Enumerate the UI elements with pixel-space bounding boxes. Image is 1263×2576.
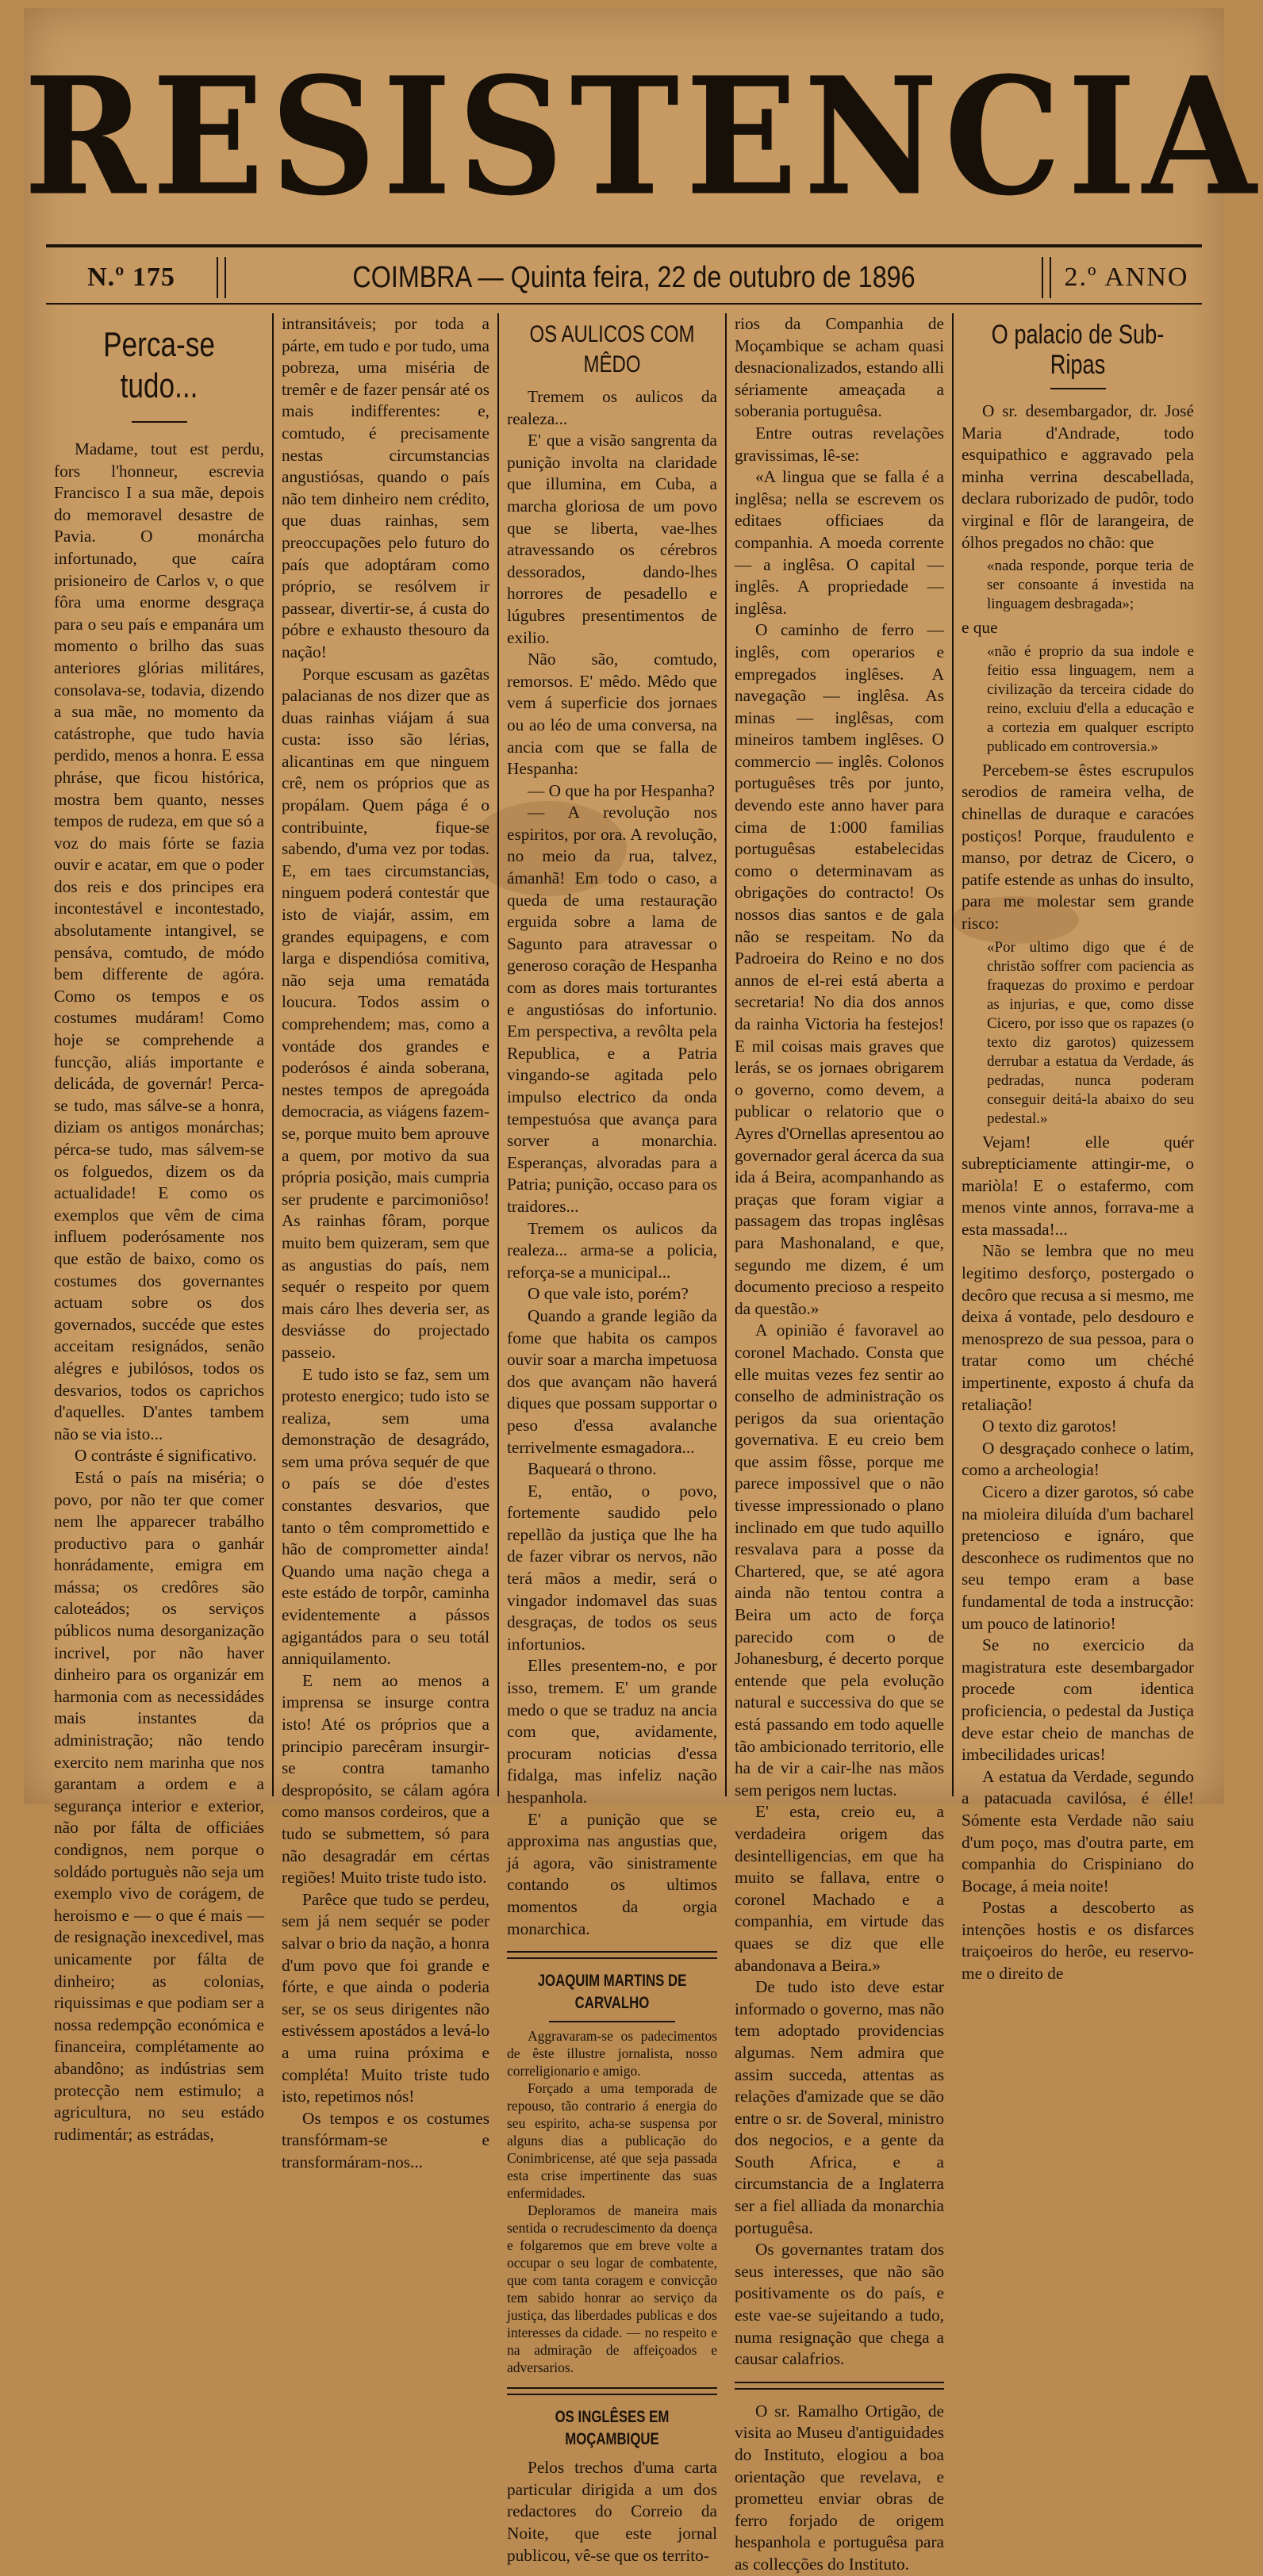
- newspaper-page: [24, 8, 1263, 2574]
- article-paragraph: Postas a descoberto as intenções hostis e os disfarces traiçoeiros do herôe, eu reservo-me o direito de: [962, 1898, 1194, 1984]
- article-paragraph: Tremem os aulicos da realeza... arma-se a policia, reforça-se a municipal...: [507, 1218, 717, 1282]
- article-paragraph: Os governantes tratam dos seus interesses, que não são positivamente os do país, e este vae-se sujeitando a tudo, numa resignação que chega a causar calafrios.: [735, 2240, 944, 2369]
- info-divider: [217, 257, 226, 298]
- article-paragraph: E tudo isto se faz, sem um protesto energico; tudo isto se realiza, sem uma demonstração de desagrádo, sem uma próva sequér de que o país se dóe d'estes constantes desvarios, que tanto o têm compromettido e hão de comprometter ainda! Quando uma nação chega a este estádo de torpôr, caminha evidentemente a pássos agigantádos para o seu totál anniquilamento.: [282, 1364, 489, 1669]
- article-paragraph: Está o país na miséria; o povo, por não ter que comer nem lhe apparecer trabálho productivo para o ganhár honrádamente, emigra em mássa; os credôres são caloteádos; os serviços públicos numa desorganização incrivel, por não haver dinheiro para os organizár em harmonia com as necessidádes mais instantes da administração; não tendo exercito nem marinha que nos garantam a ordem e a segurança interior e exterior, não por fálta de officiáes condignos, nem porque o soldádo portuguès não seja um exemplo vivo de corágem, de heroismo e — o que é mais — de resignação inexcedivel, mas unicamente por fálta de dinheiro; as colonias, riquissimas e que podiam ser a nossa redempção económica e financeira, complétamente ao abandôno; as indústrias sem protecção nem estimulo; a agricultura, no seu estádo rudimentár; as estrádas,: [54, 1467, 264, 2144]
- article-paragraph: E' a punição que se approxima nas angustias que, já agora, vão sinistramente contando os ultimos momentos da orgia monarchica.: [507, 1809, 717, 1938]
- article-title: OS INGLÊSES EM MOÇAMBIQUE: [555, 2408, 670, 2449]
- article-paragraph: De tudo isto deve estar informado o governo, mas não tem adoptado providencias algumas. Nem admira que assim succeda, attentas as relações d'amizade que se dão entre o sr. de Soveral, ministro dos negocios, e a gente da South Africa, e a circumstancia de a Inglaterra ser a fiel alliada da monarchia portuguêsa.: [735, 1977, 944, 2237]
- article-paragraph: Parêce que tudo se perdeu, sem já nem sequér se poder salvar o brio da nação, a honra d'um povo que foi grande e fórte, e que ainda o poderia ser, se os seus dirigentes não estivéssem apostádos a levá-lo a uma ruina próxima e compléta! Muito triste tudo isto, repetimos nós!: [282, 1889, 489, 2106]
- column-5: [952, 313, 1202, 1984]
- issue-year: 2.º ANNO: [1064, 263, 1189, 292]
- section-rule: [735, 2382, 944, 2390]
- article-paragraph: Percebem-se êstes escrupulos serodios de rameira velha, de chinellas de duraque e caracóes postiços! Porque, fraudulento e manso, por detraz de Cicero, o patife estende as unhas do insulto, para me molestar sem grande risco:: [962, 760, 1194, 933]
- section-rule: [507, 1951, 717, 1959]
- article-paragraph: Entre outras revelações gravissimas, lê-se:: [735, 423, 944, 465]
- article-paragraph: O caminho de ferro — inglês, com operarios e empregados inglêses. A navegação — inglêsa. As minas — inglêsas, com mineiros tambem inglêses. O commercio — inglês. Colonos portuguêses três por junto, devendo este anno haver para cima de 1:000 familias portuguêsas estabelecidas como o determinavam as obrigações do contracto! Os nossos dias santos e de gala não se respeitam. No da Padroeira do Reino e no dos annos de el-rei está aberta a secretaria! No dia dos annos da rainha Victoria ha festejos! E mil coisas mais graves que lerás, se os jornaes obrigarem o governo, como devem, a publicar o relatorio que o Ayres d'Ornellas apresentou ao governador geral ácerca da sua ida á Beira, acompanhando as praças que foram vigiar a passagem das tropas inglêsas para Mashonaland, e que, segundo me dizem, é um documento precioso a respeito da questão.»: [735, 620, 944, 1318]
- article-paragraph: Porque escusam as gazêtas palacianas de nos dizer que as duas rainhas viájam á sua custa: isso são lérias, alicantinas em que ninguem crê, nem os próprios que as propálam. Quem pága é o contribuinte, fique-se sabendo, d'uma vez por todas. E, em taes circumstancias, ninguem poderá contestár que isto de viajár, assim, em grandes equipagens, e com larga e dispendiósa comitiva, não seja uma rematáda loucura. Todos assim o comprehendem; mas, como a vontáde dos grandes e poderósos é ainda soberana, nestes tempos de apregoáda democracia, as viágens fazem-se, porque muito bem aprouve a quem, por motivo da sua própria posição, mais cumpria ser prudente e parcimoniôso! As rainhas fôram, porque muito bem quizeram, sem que as angustias do país, nem sequér o respeito por quem mais cáro lhes deveria ser, as desviásse do projectado passeio.: [282, 664, 489, 1362]
- section-rule: [507, 2387, 717, 2395]
- masthead-rule-top: [46, 244, 1202, 247]
- article-paragraph: Pelos trechos d'uma carta particular dirigida a um dos redactores do Correio da Noite, que este jornal publicou, vê-se que os territo-: [507, 2458, 717, 2565]
- article-paragraph: E' esta, creio eu, a verdadeira origem das desintelligencias, em que ha muito se fallava, entre o coronel Machado e a companhia, em virtude das quaes se diz que elle abandonava a Beira.»: [735, 1802, 944, 1975]
- title-rule: [1050, 388, 1106, 389]
- quote-paragraph: «nada responde, porque teria de ser consoante á investida na linguagem desbragada»;: [987, 558, 1194, 613]
- article-title: OS AULICOS COM MÊDO: [529, 321, 695, 378]
- issue-date: COIMBRA — Quinta feira, 22 de outubro de 1896: [352, 260, 916, 294]
- article-paragraph: Quando a grande legião da fome que habita os campos ouvir soar a marcha impetuosa dos que avançam não haverá diques que possam supportar o peso d'essa avalanche terrivelmente esmagadora...: [507, 1305, 717, 1457]
- article-paragraph: A estatua da Verdade, segundo a patacuada cavilósa, é élle! Sómente esta Verdade não saiu d'um poço, mas d'outra parte, em companhia do Crispiniano do Bocage, á meia noite!: [962, 1766, 1194, 1896]
- article-paragraph: O texto diz garotos!: [982, 1416, 1117, 1436]
- article-paragraph: — O que ha por Hespanha?: [528, 780, 715, 800]
- quote-paragraph: «Por ultimo digo que é de christão soffrer com paciencia as fraquezas do proximo e perdoar as injurias, e que, como disse Cicero, por isso que os rapazes (o texto diz garotos) quizessem derrubar a estatua da Verdade, ás pedradas, nunca poderam conseguir deitá-la abaixo do seu pedestal.»: [987, 938, 1194, 1127]
- article-paragraph: E' que a visão sangrenta da punição involta na claridade que illumina, em Cuba, a marcha gloriosa de um povo que se liberta, vae-lhes atravessando os cérebros dessorados, dando-lhes horrores de pesadello e lúgubres presentimentos de exilio.: [507, 431, 717, 647]
- title-rule: [549, 2021, 675, 2022]
- article-paragraph: Cicero a dizer garotos, só cabe na mioleira diluída d'um bacharel pretencioso e ignáro, que desconhece os rudimentos que no seu tempo eram a base fundamental de toda a instrucção: um pouco de latinorio!: [962, 1482, 1194, 1633]
- article-paragraph: «A lingua que se falla é a inglêsa; nella se escrevem os editaes officiaes da companhia. A moeda corrente — a inglêsa. O capital — inglês. A propriedade — inglêsa.: [735, 467, 944, 618]
- issue-number: N.º 175: [87, 263, 175, 292]
- article-paragraph: E nem ao menos a imprensa se insurge contra isto! Até os próprios que a principio parecêram insurgir-se contra tamanho despropósito, se cálam agóra como mansos cordeiros, que a tudo se submettem, só para não desagradár em cértas regiões! Muito triste tudo isto.: [282, 1670, 489, 1888]
- article-paragraph: A opinião é favoravel ao coronel Machado. Consta que elle muitas vezes fez sentir ao conselho de administração os perigos da sua orientação governativa. E eu creio bem que assim fôsse, porque me parece impossivel que o não tivesse impressionado o plano inclinado em que tudo aquillo resvalava para a posse da Chartered, que, se até agora ainda não tentou contra a Beira um acto de força parecido com o de Johanesburg, é decerto porque entende que pela evolução natural e successiva do que se está passando em todo aquelle tão ambicionado territorio, elle ha de vir a cair-lhe nas mãos sem perigos nem luctas.: [735, 1321, 944, 1800]
- article-paragraph: Vejam! elle quér subrepticiamente attingir-me, o mariòla! E o estafermo, com menos vinte annos, forrava-me a esta massada!...: [962, 1132, 1194, 1239]
- article-paragraph: Forçado a uma temporada de repouso, tão contrario á energia do seu espirito, acha-se suspensa por alguns dias a publicação do Conimbricense, até que seja passada esta crise impertinente das suas enfermidades.: [507, 2080, 717, 2202]
- article-paragraph: Não são, comtudo, remorsos. E' mêdo. Mêdo que vem á superficie dos jornaes ou ao léo de uma conversa, na ancia com que se falla de Hespanha:: [507, 650, 717, 779]
- article-paragraph: Baqueará o throno.: [528, 1459, 657, 1479]
- article-paragraph: — A revolução nos espiritos, por ora. A revolução, no meio da rua, talvez, ámanhã! Em todo o caso, a queda de uma restauração erguida sobre a lama de Sagunto para atravessar o generoso coração de Hespanha com as dores mais torturantes e angustiósas do infortunio. Em perspectiva, a revôlta pela Republica, e a Patria vingando-se agitada pelo impulso electrico da onda tempestuósa que avança para sorver a monarchia. Esperanças, alvoradas para a Patria; punição, occaso para os traidores...: [507, 803, 717, 1216]
- article-title: JOAQUIM MARTINS DE CARVALHO: [537, 1972, 687, 2013]
- column-1: [46, 313, 272, 2144]
- article-paragraph: Os tempos e os costumes transfórmam-se e transformáram-nos...: [282, 2108, 489, 2172]
- article-paragraph: O sr. desembargador, dr. José Maria d'Andrade, todo esquipathico e aggravado pela minha verrina descabellada, declara ruborizado de pudôr, todo virginal e flôr de larangeira, de ólhos pregados no chão: que: [962, 401, 1194, 552]
- article-paragraph: Se no exercicio da magistratura este desembargador procede com identica proficiencia, o pedestal da Justiça deve estar cheio de manchas de imbecilidades uricas!: [962, 1635, 1194, 1765]
- article-title: Perca-se tudo...: [103, 325, 215, 405]
- article-paragraph: Aggravaram-se os padecimentos de êste illustre jornalista, nosso correligionario e amigo.: [507, 2028, 717, 2080]
- column-2: [272, 313, 497, 2172]
- title-rule: [132, 421, 187, 423]
- article-paragraph: Elles presentem-no, e por isso, tremem. E' um grande medo o que se traduz na ancia com que, avidamente, procuram noticias d'essa fidalga, mas infeliz nação hespanhola.: [507, 1656, 717, 1807]
- info-divider: [1042, 257, 1051, 298]
- article-title: O palacio de Sub-Ripas: [991, 320, 1165, 380]
- article-paragraph: rios da Companhia de Moçambique se acham quasi desnacionalizados, estando alli sériamente ameaçada a soberania portuguêsa.: [735, 314, 944, 421]
- issue-info-bar: [46, 254, 1202, 301]
- article-paragraph: e que: [962, 618, 998, 638]
- masthead-rule-bottom: [46, 303, 1202, 305]
- quote-paragraph: «não é proprio da sua indole e feitio essa linguagem, nem a civilização da terceira cidade do reino, excluiu d'ella a educação e a cortezia em qualquer escripto publicado em controversia.»: [987, 642, 1194, 755]
- article-paragraph: E, então, o povo, fortemente saudido pelo repellão da justiça que lhe ha de fazer vibrar os nervos, não terá mãos a medir, será o vingador indomavel das suas desgraças, de todos os seus infortunios.: [507, 1481, 717, 1654]
- article-paragraph: Deploramos de maneira mais sentida o recrudescimento da doença e folgaremos que em breve volte a occupar o seu logar de combatente, que com tanta coragem e convicção tem sabido honrar ao serviço da justiça, das liberdades publicas e dos interesses da cidade. — no respeito e na admiração de affeiçoados e adversarios.: [507, 2202, 717, 2376]
- article-columns: [46, 313, 1202, 2574]
- article-paragraph: O que vale isto, porém?: [528, 1284, 689, 1304]
- article-paragraph: O sr. Ramalho Ortigão, de visita ao Museu d'antiguidades do Instituto, elogiou a boa orientação que revelava, e prometteu enviar obras de ferro forjado de origem hespanhola e portuguêsa para as collecções do Instituto.: [735, 2401, 944, 2574]
- article-paragraph: Não se lembra que no meu legitimo desforço, postergado o decôro que recusa a si mesmo, me deixa á vontade, pelo desdouro e menosprezo de sua pessoa, para o tratar como um chéché impertinente, exposto á chufa da retaliação!: [962, 1241, 1194, 1414]
- article-paragraph: Madame, tout est perdu, fors l'honneur, escrevia Francisco I a sua mãe, depois do memoravel desastre de Pavia. O monárcha infortunado, que caíra prisioneiro de Carlos v, o que fôra uma enorme desgraça para o seu país e empanára um momento o brilho das suas anteriores glórias militáres, consolava-se, todavia, dizendo a sua mãe, no momento da catástrophe, que tudo havia perdido, menos a honra. E essa phráse, que ficou histórica, mostra bem quanto, nesses tempos de rudeza, em que só a voz do mais fórte se fazia ouvir e acatar, em que o poder dos reis e dos principes era incontestável e incontestado, absolutamente intangivel, se pensáva, comtudo, de módo bem differente de agóra. Como os tempos e os costumes mudáram! Como hoje se comprehende a funcção, aliás importante e delicáda, de governár! Perca-se tudo, mas sálve-se a honra, diziam os antigos monárchas; pérca-se tudo, mas sálvem-se os folguedos, dizem os da actualidade! E como os exemplos que vêm de cima influem poderósamente nos que estão de baixo, como os costumes dos governantes actuam sobre os dos governados, succéde que estes acceitam resignádos, senão alégres e jubilósos, todos os desvarios, todos os caprichos d'aquelles. D'antes tambem não se via isto...: [54, 439, 264, 1443]
- article-paragraph: O desgraçado conhece o latim, como a archeologia!: [962, 1438, 1194, 1480]
- column-4: [725, 313, 952, 2574]
- article-paragraph: intransitáveis; por toda a párte, em tudo e por tudo, uma pobreza, uma miséria de tremêr e de fazer pensár até os mais indifferentes: e, comtudo, é precisamente nestas circumstancias angustiósas, quando o país não tem dinheiro nem crédito, que duas rainhas, sem preoccupações pelo futuro do país que adoptáram como próprio, se resólvem ir passear, divertir-se, á custa do póbre e exhausto thesouro da nação!: [282, 314, 489, 661]
- masthead-title: RESISTENCIA: [24, 41, 1263, 232]
- column-3: [497, 313, 725, 2565]
- article-paragraph: Tremem os aulicos da realeza...: [507, 387, 717, 428]
- article-paragraph: O contráste é significativo.: [75, 1446, 257, 1466]
